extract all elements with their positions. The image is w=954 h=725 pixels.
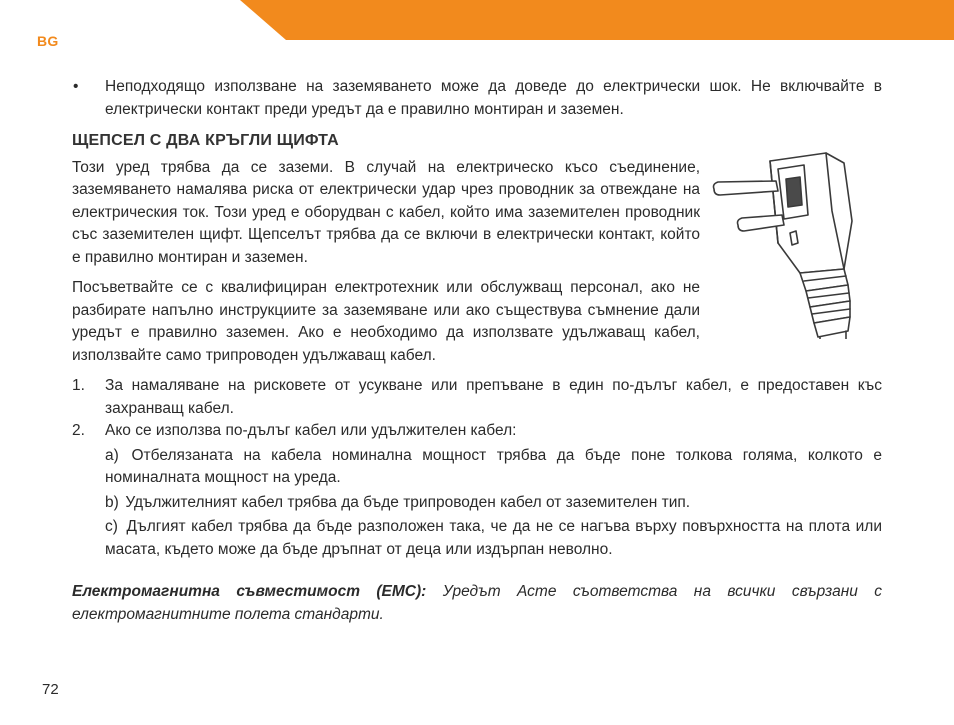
subitem-text: Дългият кабел трябва да бъде разположен така, че да не се нагъва върху повърхността на плота или масата, където може да бъде дръпнат от деца или издърпан неволно. [105,518,882,558]
item-number: 1. [72,377,85,394]
subitem-c [105,516,882,561]
item-text: За намаляване на рисковете от усукване или препъване в един по-дълъг кабел, е предоставен къс захранващ кабел. [105,377,882,417]
subitem-text: Отбелязаната на кабела номинална мощност трябва да бъде поне толкова голяма, колкото е номиналната мощност на уреда. [105,446,882,486]
emc-statement [72,581,882,626]
numbered-item-1 [72,375,882,420]
subitem-label: c) [105,518,118,535]
electrician-paragraph: Посъветвайте се с квалифициран електротехник или обслужващ персонал, ако не разбирате напълно инструкциите за заземяване или ако съществува съмнение дали уредът е правилно заземен. Ако е необходимо да използвате удължаващ кабел, използвайте само трипроводен удължаващ кабел. [72,279,700,364]
emc-text: Уредът Асте съответства на всички свързани с електромагнитните полета стандарти. [72,583,882,623]
emc-label: Електромагнитна съвместимост (EMC): [72,583,427,600]
section-heading: ЩЕПСЕЛ С ДВА КРЪГЛИ ЩИФТА [72,132,339,149]
subitem-a [105,445,882,490]
subitem-b [105,492,882,515]
language-code: BG [37,33,59,49]
warning-text: Неподходящо използване на заземяването може да доведе до електрически шок. Не включвайте в електрически контакт преди уредът да е правилно монтиран и заземен. [105,78,882,118]
subitem-label: a) [105,446,119,464]
item-text: Ако се използва по-дълъг кабел или удължителен кабел: [105,422,517,439]
item-number: 2. [72,422,85,439]
grounding-section [72,157,882,368]
bullet-marker: • [73,78,79,95]
page-content [72,76,882,626]
subitem-label: b) [105,493,119,511]
grounding-paragraph: Този уред трябва да се заземи. В случай на електрическо късо съединение, заземяването намалява риска от електрически удар чрез проводник за отвеждане на електрическия ток. Този уред е оборудван с кабел, който има заземителен проводник със заземителен щифт. Щепселът трябва да се включи в електрически контакт, който е правилно монтиран и заземен. [72,158,700,266]
page-number: 72 [42,681,59,698]
plug-icon [708,151,886,339]
header-accent-bar [240,0,954,40]
warning-bullet [72,76,882,121]
numbered-item-2 [72,420,882,443]
subitem-text: Удължителният кабел трябва да бъде трипроводен кабел от заземителен тип. [125,493,691,511]
